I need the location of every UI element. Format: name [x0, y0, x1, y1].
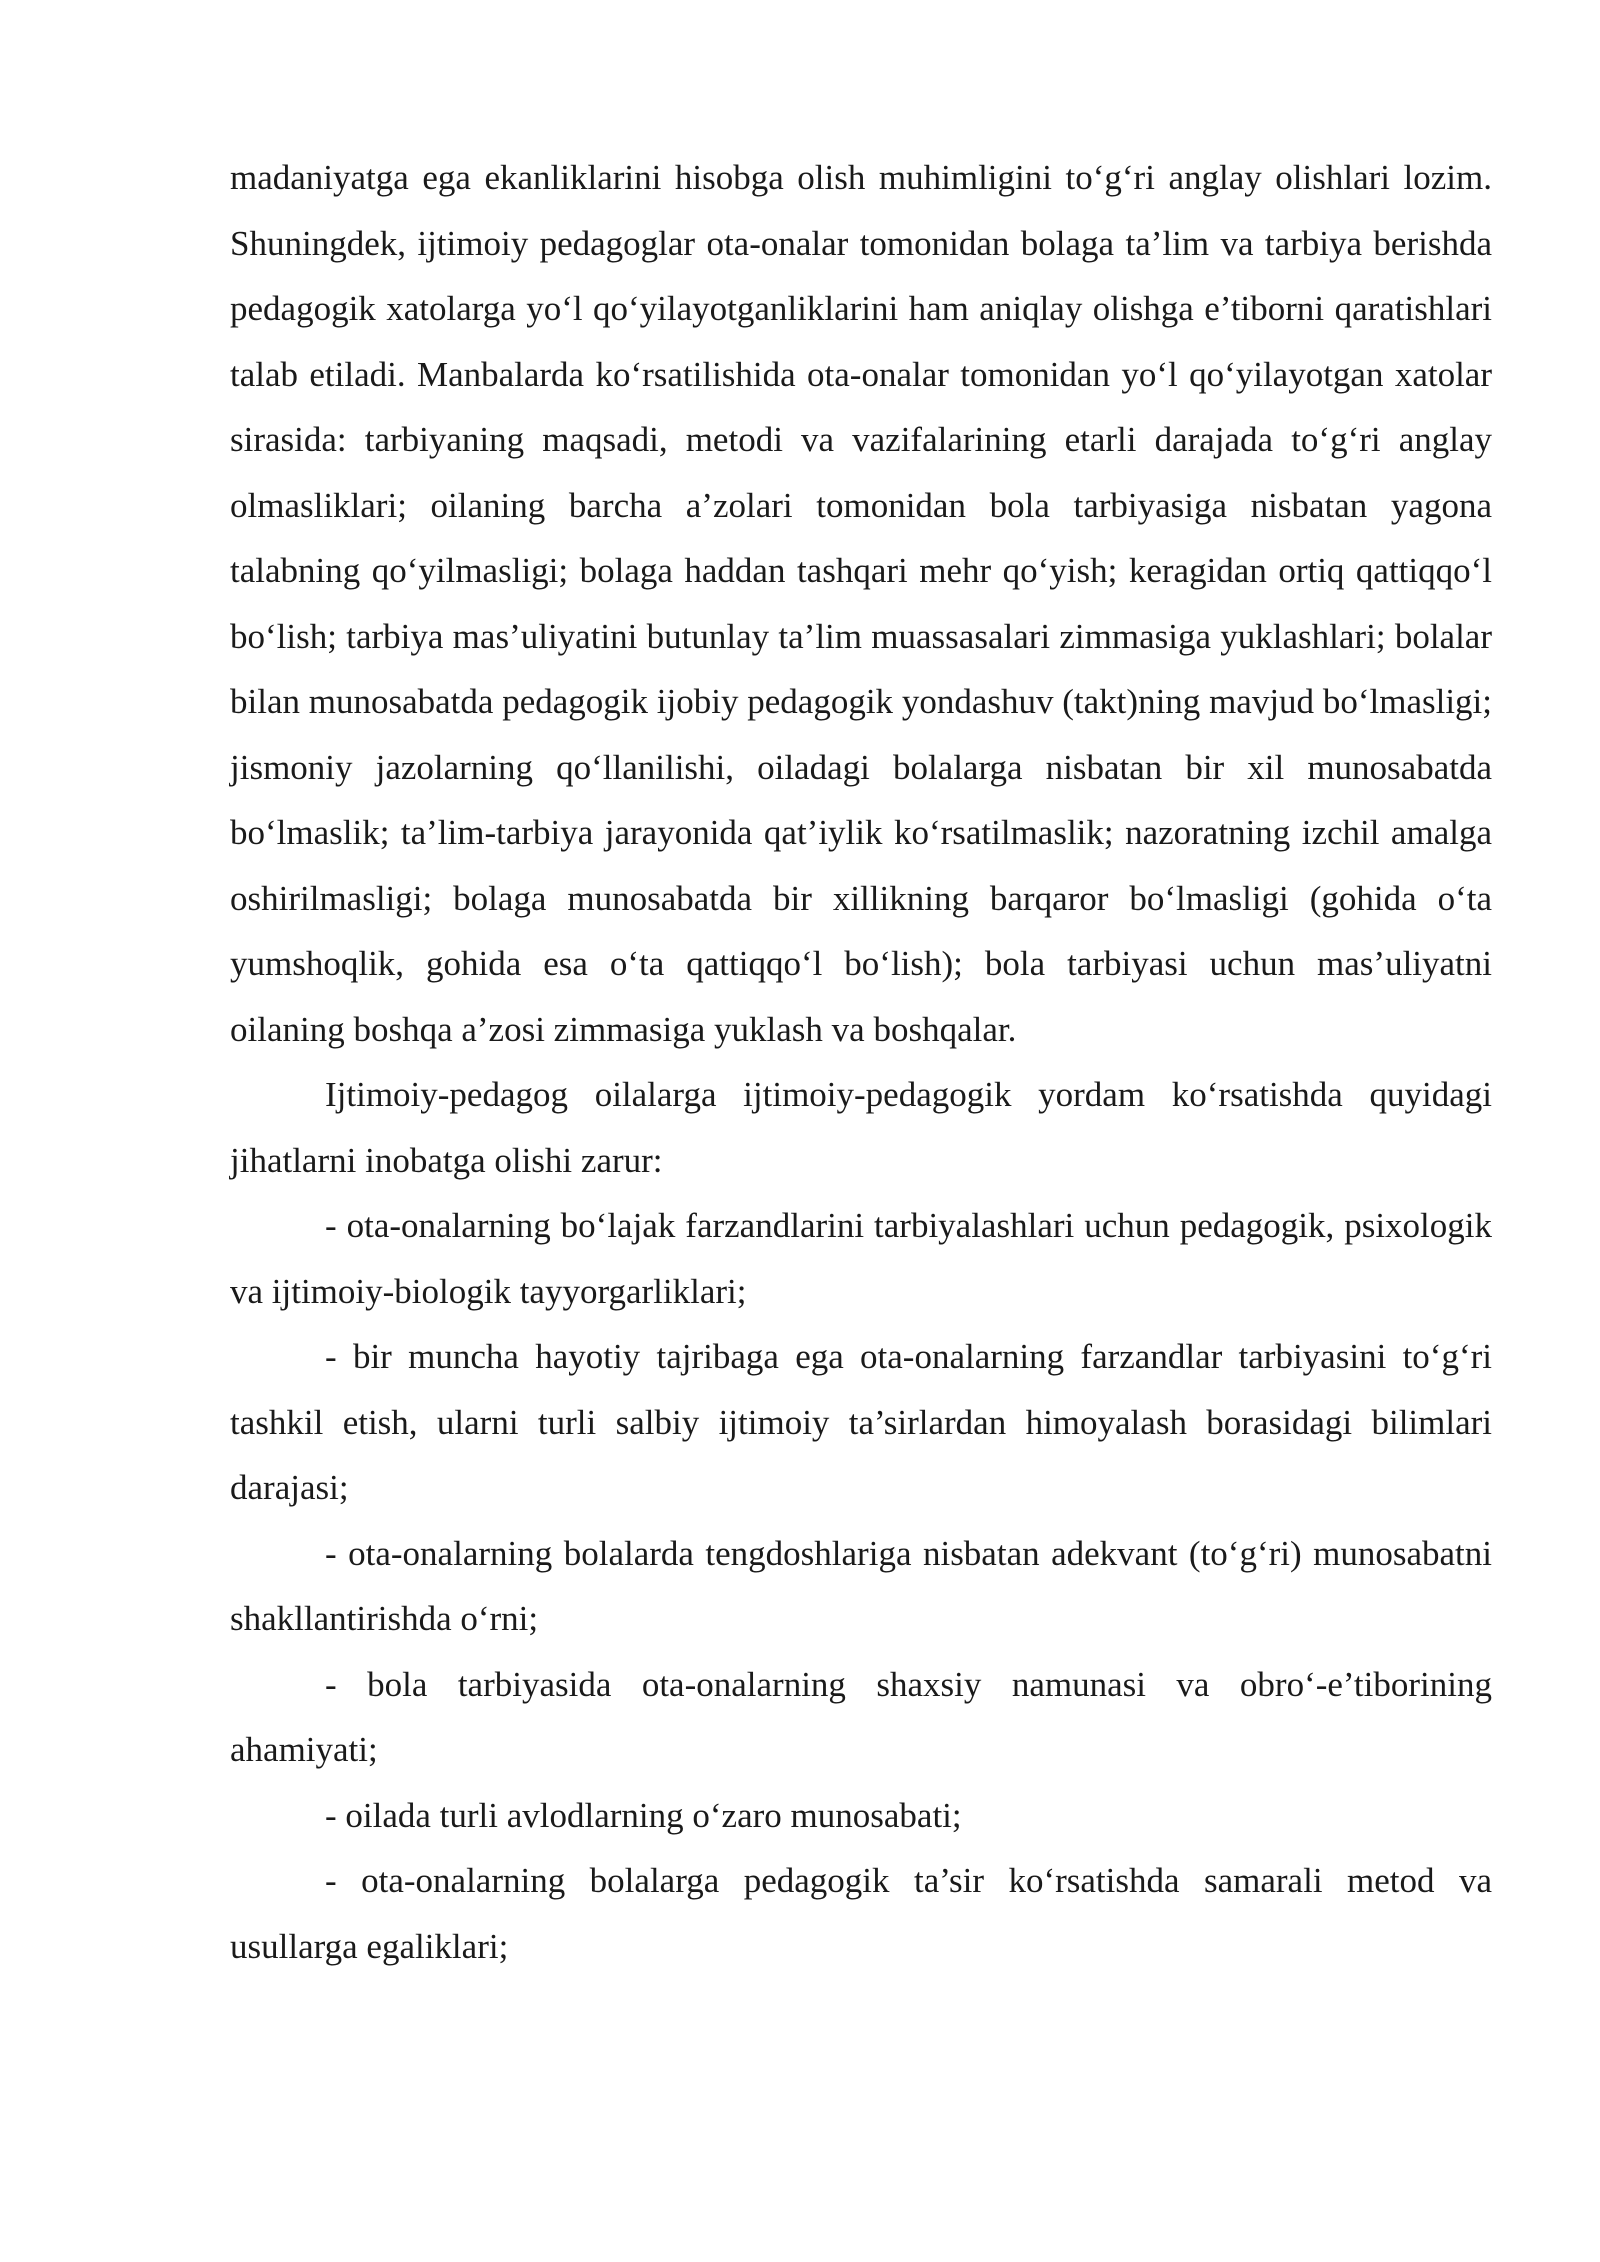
list-item: - ota-onalarning bo‘lajak farzandlarini tarbiyalashlari uchun pedagogik, psixologik va ijtimoiy-biologik tayyorgarliklari; — [230, 1206, 1492, 1311]
list-item: - ota-onalarning bolalarda tengdoshlariga nisbatan adekvant (to‘g‘ri) munosabatni shakllantirishda o‘rni; — [230, 1533, 1492, 1638]
body-text — [230, 145, 1492, 1979]
paragraph-continuation: madaniyatga ega ekanliklarini hisobga olish muhimligini to‘g‘ri anglay olishlari lozim. Shuningdek, ijtimoiy pedagoglar ota-onalar tomonidan bolaga ta’lim va tarbiya berishda pedagogik xatolarga yo‘l qo‘yilayotganliklarini ham aniqlay olishga e’tiborni qaratishlari talab etiladi. Manbalarda ko‘rsatilishida ota-onalar tomonidan yo‘l qo‘yilayotgan xatolar sirasida: tarbiyaning maqsadi, metodi va vazifalarining etarli darajada to‘g‘ri anglay olmasliklari; oilaning barcha a’zolari tomonidan bola tarbiyasiga nisbatan yagona talabning qo‘yilmasligi; bolaga haddan tashqari mehr qo‘yish; keragidan ortiq qattiqqo‘l bo‘lish; tarbiya mas’uliyatini butunlay ta’lim muassasalari zimmasiga yuklashlari; bolalar bilan munosabatda pedagogik ijobiy pedagogik yondashuv (takt)ning mavjud bo‘lmasligi; jismoniy jazolarning qo‘llanilishi, oiladagi bolalarga nisbatan bir xil munosabatda bo‘lmaslik; ta’lim-tarbiya jarayonida qat’iylik ko‘rsatilmaslik; nazoratning izchil amalga oshirilmasligi; bolaga munosabatda bir xillikning barqaror bo‘lmasligi (gohida o‘ta yumshoqlik, gohida esa o‘ta qattiqqo‘l bo‘lish); bola tarbiyasi uchun mas’uliyatni oilaning boshqa a’zosi zimmasiga yuklash va boshqalar. — [230, 158, 1492, 1049]
list-item: - bir muncha hayotiy tajribaga ega ota-onalarning farzandlar tarbiyasini to‘g‘ri tashkil etish, ularni turli salbiy ijtimoiy ta’sirlardan himoyalash borasidagi bilimlari darajasi; — [230, 1337, 1492, 1507]
list-item: - bola tarbiyasida ota-onalarning shaxsiy namunasi va obro‘-e’tiborining ahamiyati; — [230, 1664, 1492, 1769]
list-item: - ota-onalarning bolalarga pedagogik ta’sir ko‘rsatishda samarali metod va usullarga egaliklari; — [230, 1861, 1492, 1966]
paragraph-intro: Ijtimoiy-pedagog oilalarga ijtimoiy-pedagogik yordam ko‘rsatishda quyidagi jihatlarni inobatga olishi zarur: — [230, 1075, 1492, 1180]
list-item: - oilada turli avlodlarning o‘zaro munosabati; — [325, 1795, 962, 1835]
